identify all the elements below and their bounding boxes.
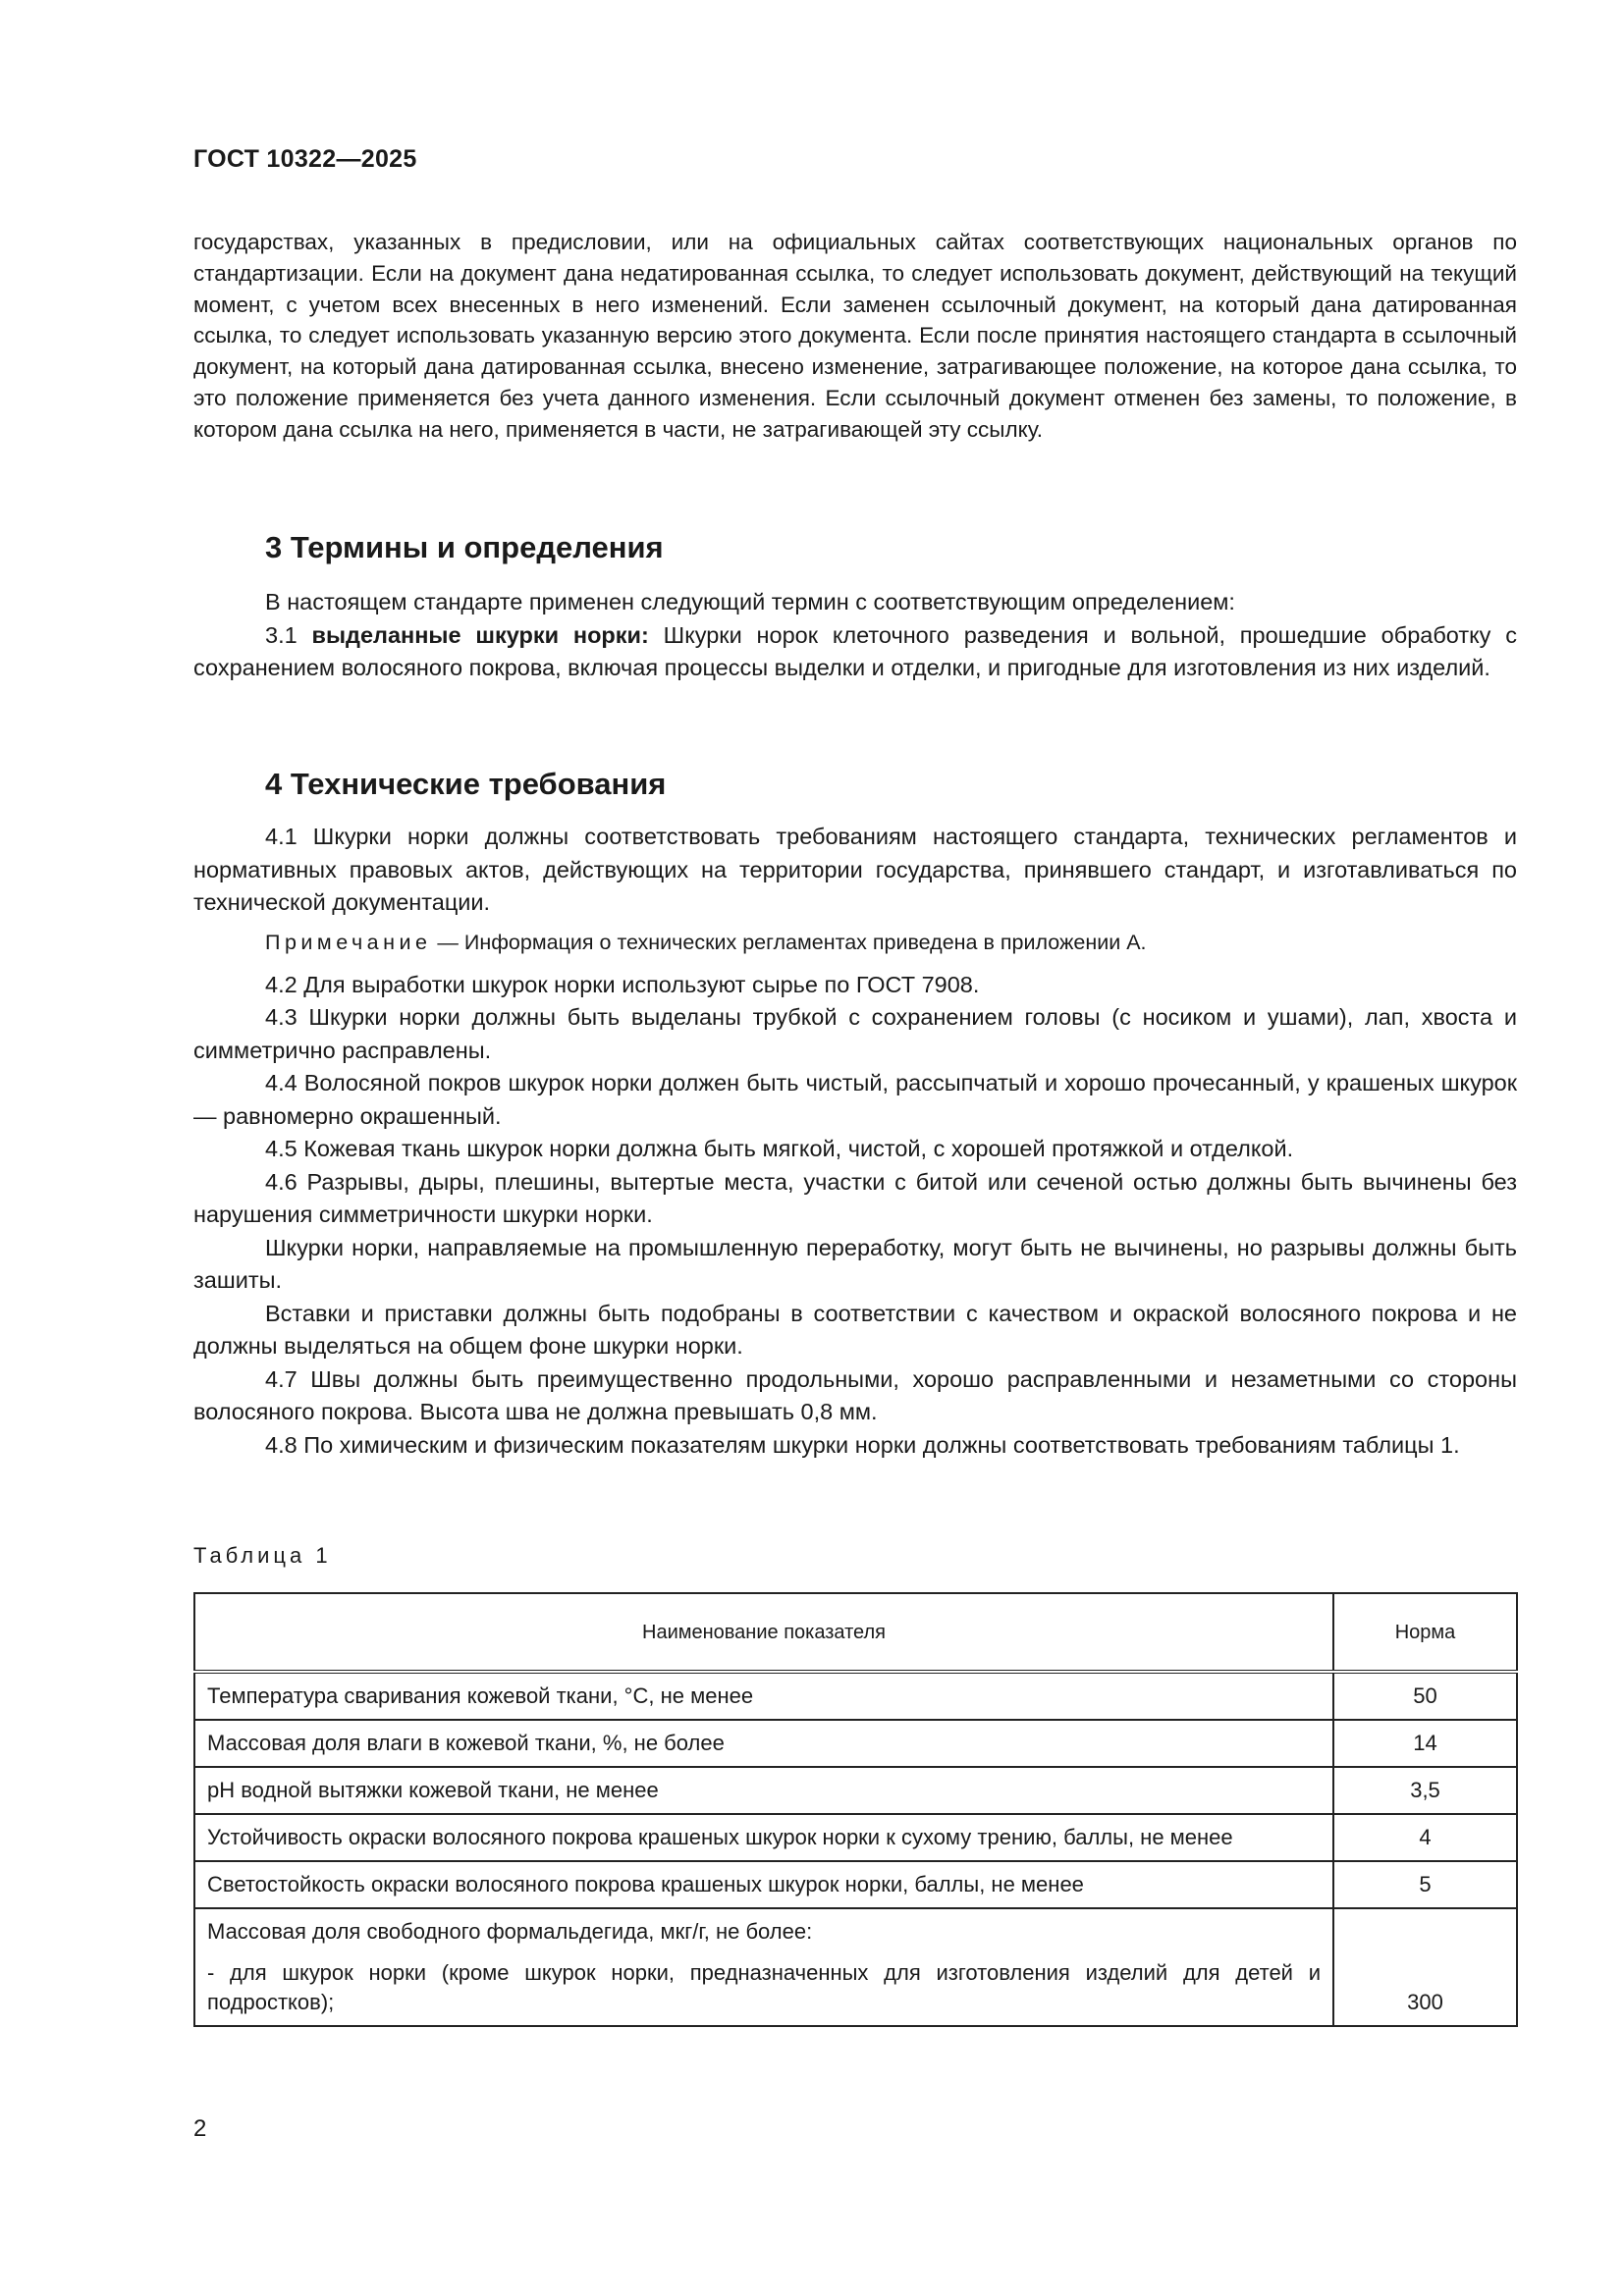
paragraph-4-6: 4.6 Разрывы, дыры, плешины, вытертые места, участки с битой или сеченой остью должны быть вычинены без нарушения симметричности шкурки норки. [193,1168,1517,1227]
row-norm: 5 [1333,1861,1517,1908]
table-row [194,1861,1517,1908]
paragraph-4-4: 4.4 Волосяной покров шкурок норки должен быть чистый, рассыпчатый и хорошо прочесанный, у крашеных шкурок — равномерно окрашенный. [193,1070,1517,1129]
section-4-title: 4 Технические требования [265,767,667,801]
row-norm: 3,5 [1333,1767,1517,1814]
document-header: ГОСТ 10322—2025 [193,145,417,173]
paragraph-4-2: 4.2 Для выработки шкурок норки используют сырье по ГОСТ 7908. [265,971,980,997]
paragraph-4-3: 4.3 Шкурки норки должны быть выделаны трубкой с сохранением головы (с носиком и ушами), лап, хвоста и симметрично расправлены. [193,1004,1517,1063]
table-row [194,1908,1517,2026]
row-norm: 14 [1333,1720,1517,1767]
table-header-row [194,1593,1517,1672]
term-name: выделанные шкурки норки: [311,621,649,648]
row-name: Устойчивость окраски волосяного покрова крашеных шкурок норки к сухому трению, баллы, не менее [194,1814,1333,1861]
paragraph-4-1: 4.1 Шкурки норки должны соответствовать требованиям настоящего стандарта, технических регламентов и нормативных правовых актов, действующих на территории государства, принявшего стандарт, и изготавливаться по технической документации. [193,824,1517,915]
term-3-1 [193,619,1517,685]
note-text: — Информация о технических регламентах приведена в приложении А. [431,930,1147,954]
term-definition: Шкурки норок клеточного разведения и вольной, прошедшие обработку с сохранением волосяного покрова, включая процессы выделки и отделки, и пригодные для изготовления из них изделий. [193,621,1517,680]
section-3-title: 3 Термины и определения [265,530,664,564]
table-row [194,1767,1517,1814]
term-number: 3.1 [265,621,298,648]
paragraph-4-5: 4.5 Кожевая ткань шкурок норки должна быть мягкой, чистой, с хорошей протяжкой и отделкой. [265,1136,1294,1161]
header-norm: Норма [1333,1593,1517,1672]
table-row [194,1672,1517,1720]
row-name: Массовая доля влаги в кожевой ткани, %, не более [194,1720,1333,1767]
requirements-table [193,1592,1518,2027]
row-norm: 4 [1333,1814,1517,1861]
paragraph-4-6b: Шкурки норки, направляемые на промышленную переработку, могут быть не вычинены, но разрывы должны быть зашиты. [193,1234,1517,1293]
section-3-body [193,586,1517,685]
header-name: Наименование показателя [194,1593,1333,1672]
table-caption: Таблица 1 [193,1543,332,1568]
table-row [194,1814,1517,1861]
row-name-line1: Массовая доля свободного формальдегида, мкг/г, не более: [207,1919,813,1944]
row-name-line2: - для шкурок норки (кроме шкурок норки, предназначенных для изготовления изделий для детей и подростков); [207,1960,1321,2014]
row-name: Светостойкость окраски волосяного покрова крашеных шкурок норки, баллы, не менее [194,1861,1333,1908]
row-name [194,1908,1333,2026]
row-norm: 50 [1333,1672,1517,1720]
section-4-body [193,821,1517,1462]
paragraph-4-6c: Вставки и приставки должны быть подобраны в соответствии с качеством и окраской волосяного покрова и не должны выделяться на общем фоне шкурки норки. [193,1300,1517,1359]
paragraph-4-7: 4.7 Швы должны быть преимущественно продольными, хорошо расправленными и незаметными со стороны волосяного покрова. Высота шва не должна превышать 0,8 мм. [193,1365,1517,1424]
table-row [194,1720,1517,1767]
intro-block [193,227,1517,446]
page-number: 2 [193,2115,207,2142]
note-label: Примечание [265,930,432,954]
paragraph-4-8: 4.8 По химическим и физическим показателям шкурки норки должны соответствовать требованиям таблицы 1. [265,1431,1460,1458]
row-name: pH водной вытяжки кожевой ткани, не менее [194,1767,1333,1814]
row-name: Температура сваривания кожевой ткани, °С, не менее [194,1672,1333,1720]
row-norm: 300 [1333,1908,1517,2026]
section-3-intro: В настоящем стандарте применен следующий термин с соответствующим определением: [265,589,1235,614]
intro-paragraph: государствах, указанных в предисловии, или на официальных сайтах соответствующих национальных органов по стандартизации. Если на документ дана недатированная ссылка, то следует использовать документ, действующий на текущий момент, с учетом всех внесенных в него изменений. Если заменен ссылочный документ, на который дана датированная ссылка, то следует использовать указанную версию этого документа. Если после принятия настоящего стандарта в ссылочный документ, на который дана датированная ссылка, внесено изменение, затрагивающее положение, на которое дана ссылка, то это положение применяется без учета данного изменения. Если ссылочный документ отменен без замены, то положение, в котором дана ссылка на него, применяется в части, не затрагивающей эту ссылку. [193,230,1517,442]
note [193,928,1517,957]
